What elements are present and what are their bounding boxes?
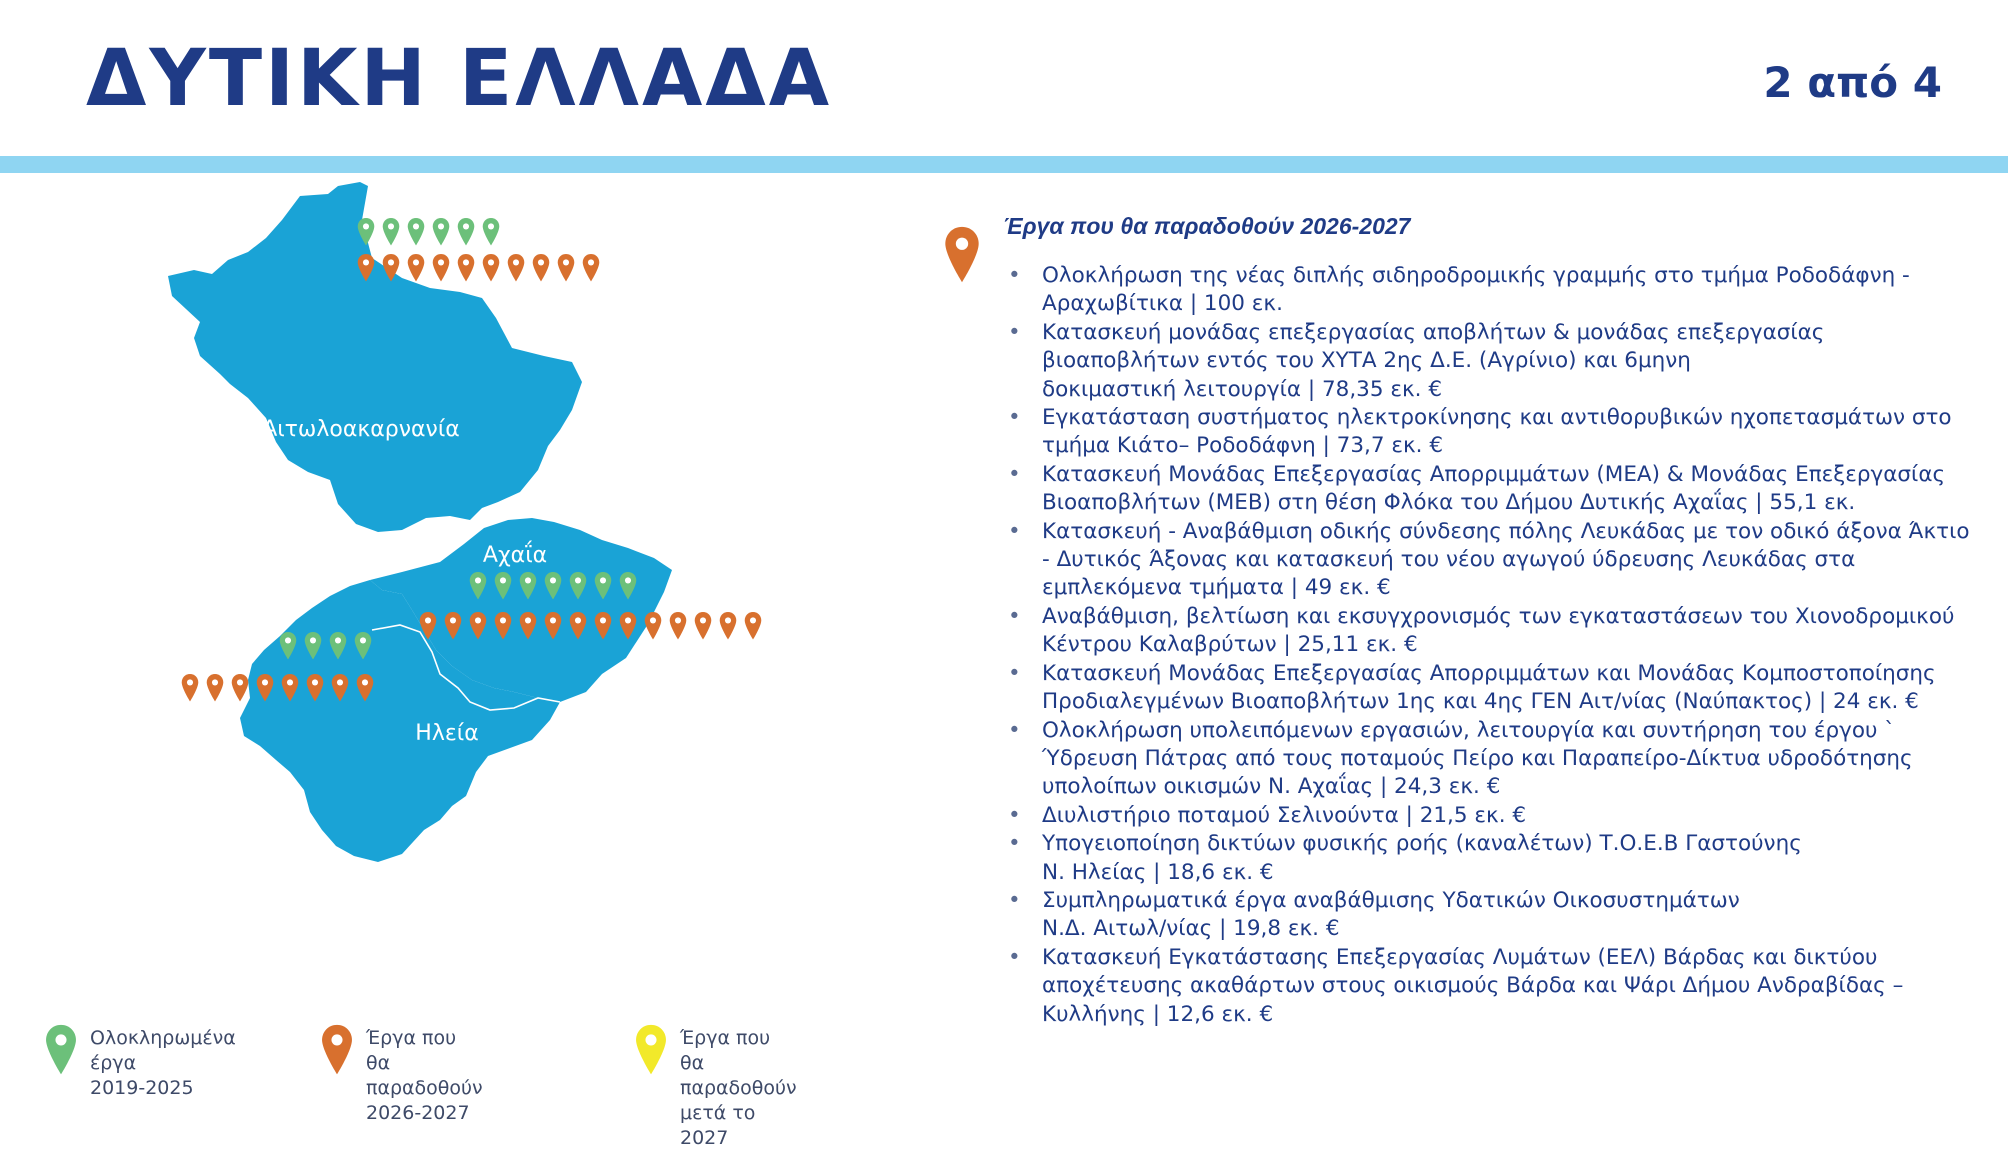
green-pin-icon [483, 218, 500, 245]
list-item: • Διυλιστήριο ποταμού Σελινούντα | 21,5 εκ. € [1042, 802, 1982, 830]
list-item: • Ολοκλήρωση της νέας διπλής σιδηροδρομικής γραμμής στο τμήμα Ροδοδάφνη - Αραχωβίτικα | 100 εκ. [1042, 262, 1982, 319]
list-item: • Κατασκευή Μονάδας Επεξεργασίας Απορριμμάτων και Μονάδας Κομποστοποίησης Προδιαλεγμένων Βιοαποβλήτων 1ης και 4ης ΓΕΝ Αιτ/νίας (Ναύπακτος) | 24 εκ. € [1042, 660, 1982, 717]
legend-label: Ολοκληρωμένα έργα 2019-2025 [90, 1027, 236, 1099]
region-label-achaia: Αχαΐα [482, 543, 548, 568]
region-aitoloakarnania [168, 182, 582, 532]
orange-pin-icon [458, 254, 475, 281]
list-item: • Κατασκευή Μονάδας Επεξεργασίας Απορριμμάτων (ΜΕΑ) & Μονάδας Επεξεργασίας Βιοαποβλήτων (ΜΕΒ) στη θέση Φλόκα του Δήμου Δυτικής Αχαΐας | 55,1 εκ. [1042, 461, 1982, 518]
orange-pin-icon [695, 612, 712, 639]
page-indicator: 2 από 4 [1763, 58, 1942, 107]
page-title: ΔΥΤΙΚΗ ΕΛΛΑΔΑ [86, 34, 833, 124]
orange-pin-icon [207, 674, 224, 701]
section-heading: Έργα που θα παραδοθούν 2026-2027 [1003, 213, 1411, 239]
project-list [1002, 262, 1982, 1029]
green-pin-icon [383, 218, 400, 245]
green-pin-icon [433, 218, 450, 245]
list-item: • Κατασκευή - Αναβάθμιση οδικής σύνδεσης πόλης Λευκάδας με τον οδικό άξονα Άκτιο - Δυτικός Άξονας και κατασκευή του νέου αγωγού ύδρευσης Λευκάδας στα εμπλεκόμενα τμήματα | 49 εκ. € [1042, 518, 1982, 603]
list-item: • Εγκατάσταση συστήματος ηλεκτροκίνησης και αντιθορυβικών ηχοπετασμάτων στο τμήμα Κιάτο– Ροδοδάφνη | 73,7 εκ. € [1042, 404, 1982, 461]
orange-pin-icon [433, 254, 450, 281]
list-item: • Κατασκευή μονάδας επεξεργασίας αποβλήτων & μονάδας επεξεργασίας βιοαποβλήτων εντός του ΧΥΤΑ 2ης Δ.Ε. (Αγρίνιο) και 6μηνη δοκιμαστική λειτουργία | 78,35 εκ. € [1042, 319, 1982, 404]
green-pin-icon [44, 1024, 78, 1076]
orange-pin-icon [942, 226, 982, 284]
list-item: • Συμπληρωματικά έργα αναβάθμισης Υδατικών Οικοσυστημάτων Ν.Δ. Αιτωλ/νίας | 19,8 εκ. € [1042, 887, 1982, 944]
region-map [140, 180, 780, 920]
list-item: • Κατασκευή Εγκατάστασης Επεξεργασίας Λυμάτων (ΕΕΛ) Βάρδας και δικτύου αποχέτευσης ακαθάρτων στους οικισμούς Βάρδα και Ψάρι Δήμου Ανδραβίδας – Κυλλήνης | 12,6 εκ. € [1042, 944, 1982, 1029]
region-label-ileia: Ηλεία [415, 721, 479, 746]
orange-pin-icon [583, 254, 600, 281]
orange-pin-icon [745, 612, 762, 639]
orange-pin-icon [320, 1024, 354, 1076]
orange-pin-icon [508, 254, 525, 281]
orange-pin-icon [720, 612, 737, 639]
orange-pin-icon [558, 254, 575, 281]
orange-pin-icon [645, 612, 662, 639]
list-item: • Αναβάθμιση, βελτίωση και εκσυγχρονισμός των εγκαταστάσεων του Χιονοδρομικού Κέντρου Καλαβρύτων | 25,11 εκ. € [1042, 603, 1982, 660]
orange-pin-icon [533, 254, 550, 281]
legend-label: Έργα που θα παραδοθούν 2026-2027 [366, 1027, 483, 1124]
region-label-aitoloakarnania: Αιτωλοακαρνανία [262, 417, 460, 442]
orange-pin-icon [182, 674, 199, 701]
list-item: • Υπογειοποίηση δικτύων φυσικής ροής (καναλέτων) Τ.Ο.Ε.Β Γαστούνης Ν. Ηλείας | 18,6 εκ. € [1042, 830, 1982, 887]
yellow-pin-icon [634, 1024, 668, 1076]
orange-pin-icon [670, 612, 687, 639]
header-band [0, 156, 2008, 173]
list-item: • Ολοκλήρωση υπολειπόμενων εργασιών, λειτουργία και συντήρηση του έργου ` Ύδρευση Πάτρας από τους ποταμούς Πείρο και Παραπείρο-Δίκτυα υδροδότησης υπολοίπων οικισμών Ν. Αχαΐας | 24,3 εκ. € [1042, 717, 1982, 802]
orange-pin-icon [483, 254, 500, 281]
green-pin-icon [408, 218, 425, 245]
orange-pin-icon [408, 254, 425, 281]
orange-pin-icon [232, 674, 249, 701]
green-pin-icon [458, 218, 475, 245]
legend-label: Έργα που θα παραδοθούν μετά το 2027 [680, 1027, 797, 1149]
